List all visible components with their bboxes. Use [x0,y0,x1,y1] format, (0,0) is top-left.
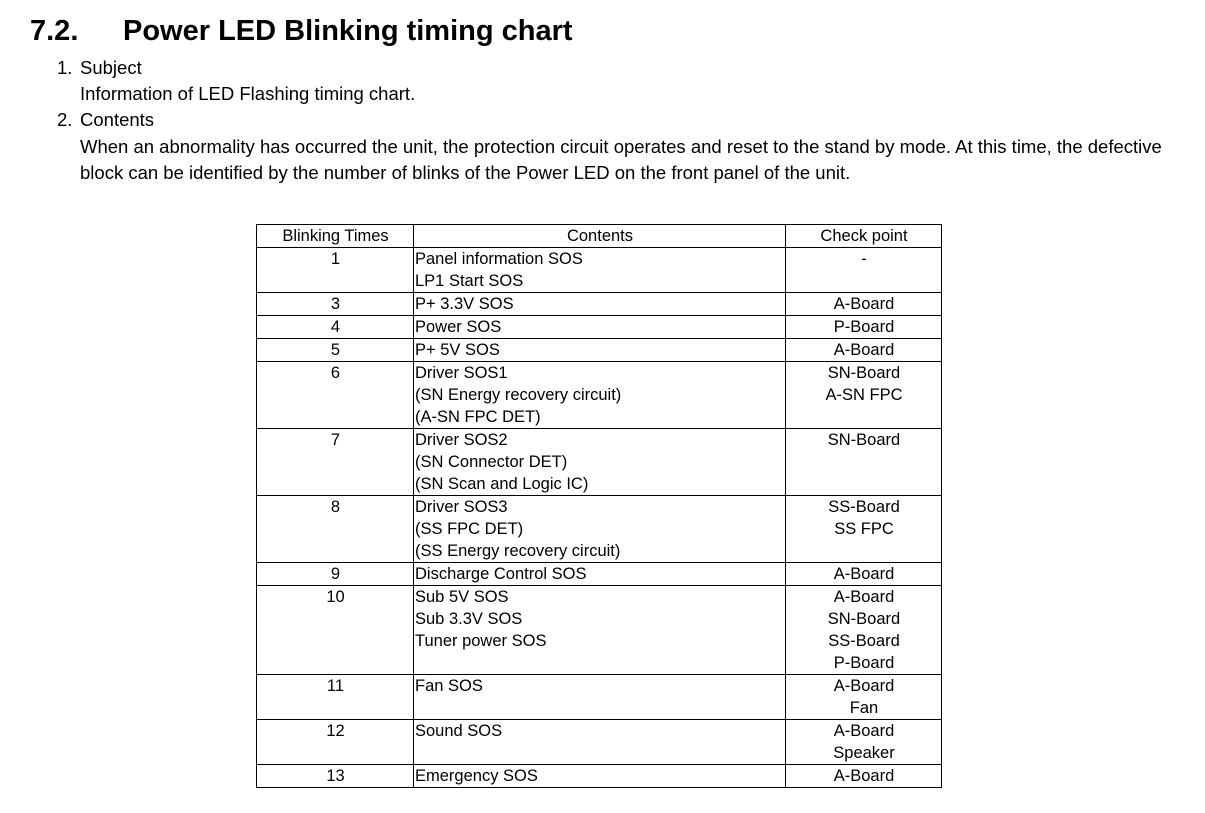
contents-line: Driver SOS3 [415,498,508,516]
check-point-line: P-Board [833,318,895,336]
cell-blinking-times: 10 [257,586,414,675]
check-point-line: A-Board [833,767,895,785]
cell-blinking-times: 9 [257,563,414,586]
subject-text: Information of LED Flashing timing chart. [80,83,416,104]
check-point-line: A-Board [833,588,895,606]
blinking-timing-table [256,224,942,788]
cell-contents [414,339,786,362]
contents-line: Discharge Control SOS [415,565,587,583]
contents-label [57,107,154,133]
cell-check-point [786,293,942,316]
cell-blinking-times: 5 [257,339,414,362]
subject-number: 1. [57,57,73,78]
cell-check-point [786,765,942,788]
table-row [257,339,942,362]
cell-blinking-times: 3 [257,293,414,316]
check-point-line: SS-Board [828,632,900,650]
header-check-point: Check point [786,225,942,248]
cell-blinking-times: 6 [257,362,414,429]
cell-contents [414,765,786,788]
table-row [257,675,942,720]
contents-text: When an abnormality has occurred the unit, the protection circuit operates and reset to the stand by mode. At this time, the defective block can be identified by the number of blinks of the Power LED on the front panel of the unit. [80,136,1162,183]
subject-label-text: Subject [80,57,142,78]
cell-contents [414,293,786,316]
check-point-line: A-Board [833,341,895,359]
contents-line: (SN Energy recovery circuit) [415,386,622,404]
contents-line: Sub 5V SOS [415,588,509,606]
table-row [257,293,942,316]
check-point-line: A-Board [833,295,895,313]
contents-line: (A-SN FPC DET) [415,408,541,426]
contents-number: 2. [57,109,73,130]
check-point-line: Speaker [833,744,895,762]
cell-contents [414,316,786,339]
check-point-line: SN-Board [827,431,901,449]
contents-label-text: Contents [80,109,155,130]
check-point-line: A-SN FPC [825,386,903,404]
cell-contents [414,429,786,496]
header-contents: Contents [414,225,786,248]
check-point-line: - [861,250,867,268]
cell-blinking-times: 8 [257,496,414,563]
cell-contents [414,675,786,720]
check-point-line: SS-Board [828,498,900,516]
cell-check-point [786,316,942,339]
table-row [257,316,942,339]
cell-check-point [786,339,942,362]
check-point-line: SN-Board [827,610,901,628]
cell-contents [414,496,786,563]
section-number: 7.2. [30,15,79,47]
contents-line: Panel information SOS [415,250,583,268]
table-row [257,496,942,563]
check-point-line: A-Board [833,677,895,695]
contents-line: (SS Energy recovery circuit) [415,542,621,560]
table-row [257,429,942,496]
cell-check-point [786,563,942,586]
table-row [257,248,942,293]
contents-line: Tuner power SOS [415,632,547,650]
cell-contents [414,586,786,675]
cell-contents [414,720,786,765]
table-row [257,563,942,586]
contents-line: P+ 3.3V SOS [415,295,514,313]
cell-contents [414,248,786,293]
subject-label [57,55,142,81]
contents-line: (SS FPC DET) [415,520,524,538]
cell-check-point [786,720,942,765]
cell-check-point [786,362,942,429]
table-row [257,586,942,675]
cell-blinking-times: 4 [257,316,414,339]
cell-check-point [786,496,942,563]
table-row [257,720,942,765]
contents-line: Power SOS [415,318,502,336]
table-header-row [257,225,942,248]
contents-line: (SN Connector DET) [415,453,568,471]
check-point-line: SN-Board [827,364,901,382]
cell-blinking-times: 1 [257,248,414,293]
contents-line: Driver SOS2 [415,431,508,449]
cell-check-point [786,586,942,675]
section-heading [30,12,573,50]
cell-blinking-times: 11 [257,675,414,720]
contents-line: Driver SOS1 [415,364,508,382]
contents-line: LP1 Start SOS [415,272,524,290]
cell-contents [414,563,786,586]
table-row [257,362,942,429]
contents-line: (SN Scan and Logic IC) [415,475,589,493]
cell-check-point [786,429,942,496]
check-point-line: A-Board [833,722,895,740]
cell-check-point [786,675,942,720]
check-point-line: A-Board [833,565,895,583]
contents-line: Fan SOS [415,677,483,695]
header-blinking-times: Blinking Times [257,225,414,248]
table-row [257,765,942,788]
check-point-line: SS FPC [834,520,894,538]
cell-blinking-times: 13 [257,765,414,788]
table-body [257,248,942,788]
cell-contents [414,362,786,429]
cell-blinking-times: 12 [257,720,414,765]
check-point-line: Fan [849,699,879,717]
section-title: Power LED Blinking timing chart [123,15,573,47]
contents-line: P+ 5V SOS [415,341,500,359]
contents-line: Emergency SOS [415,767,538,785]
contents-line: Sub 3.3V SOS [415,610,523,628]
cell-check-point [786,248,942,293]
contents-line: Sound SOS [415,722,503,740]
check-point-line: P-Board [833,654,895,672]
cell-blinking-times: 7 [257,429,414,496]
